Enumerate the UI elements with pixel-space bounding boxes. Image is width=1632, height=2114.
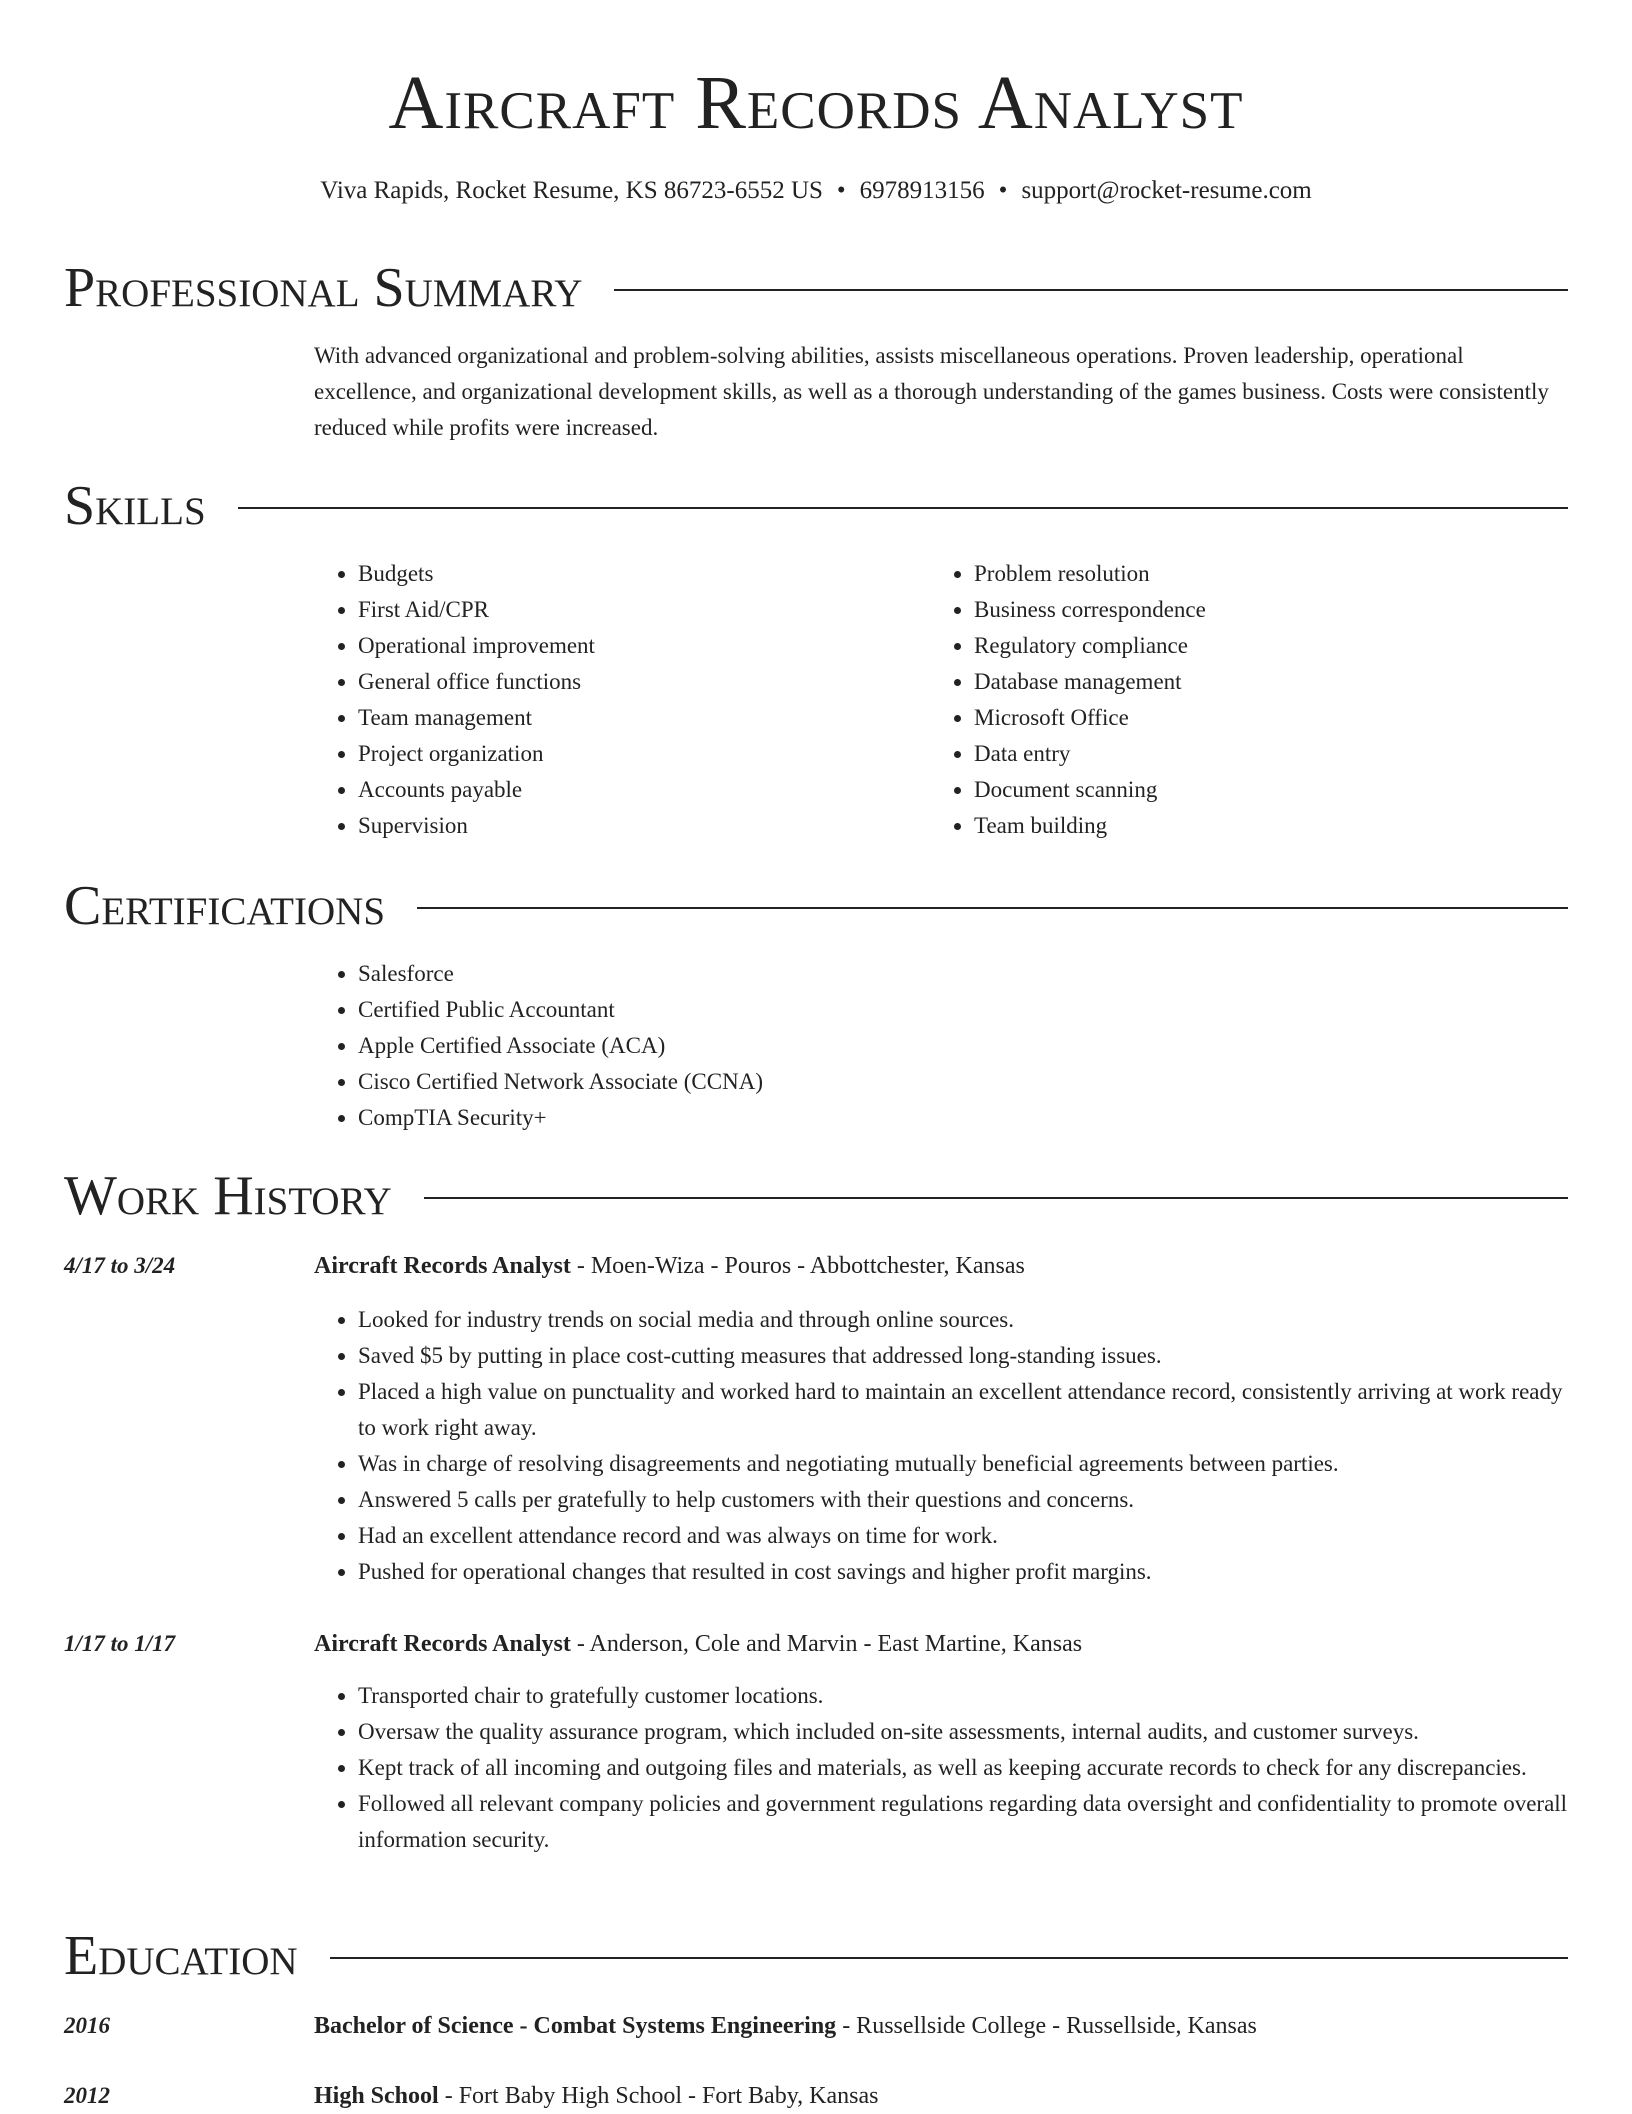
certification-item: • Salesforce (358, 956, 1568, 992)
summary-text: With advanced organizational and problem-solving abilities, assists miscellaneous operations. Proven leadership, operational excellence, and organizational development skills, as well as a thorough understanding of the games business. Costs were consistently reduced while profits were increased. (314, 343, 1549, 440)
job-bullets (314, 1678, 1568, 1858)
skills-list (314, 556, 1568, 844)
job-title: Aircraft Records Analyst (314, 1631, 571, 1657)
section-divider (238, 507, 1568, 509)
skill-item: • Accounts payable (358, 772, 930, 808)
contact-email: support@rocket-resume.com (1021, 177, 1312, 204)
skills-right-column (930, 556, 1546, 844)
skill-item: • Data entry (974, 736, 1546, 772)
job-bullet: • Kept track of all incoming and outgoing files and materials, as well as keeping accurate records to check for any discrepancies. (358, 1750, 1568, 1786)
section-header-skills (64, 476, 1568, 536)
education-school: - Russellside College - Russellside, Kansas (836, 2013, 1257, 2039)
section-header-summary (64, 258, 1568, 318)
skill-item: • Business correspondence (974, 592, 1546, 628)
section-title: Work History (64, 1165, 392, 1227)
contact-phone: 6978913156 (859, 177, 985, 204)
certifications-list (314, 956, 1568, 1136)
skill-item: • Team management (358, 700, 930, 736)
job-bullet: • Transported chair to gratefully customer locations. (358, 1678, 1568, 1714)
job-bullet: • Had an excellent attendance record and was always on time for work. (358, 1518, 1568, 1554)
education-year: 2016 (64, 2013, 110, 2038)
certification-item: • CompTIA Security+ (358, 1100, 1568, 1136)
job-bullet: • Followed all relevant company policies and government regulations regarding data oversight and confidentiality to promote overall information security. (358, 1786, 1568, 1858)
skill-item: • First Aid/CPR (358, 592, 930, 628)
job-bullet: • Answered 5 calls per gratefully to help customers with their questions and concerns. (358, 1482, 1568, 1518)
skills-left-column (314, 556, 930, 844)
education-entry (314, 2078, 1568, 2114)
job-employer: - Moen-Wiza - Pouros - Abbottchester, Kansas (570, 1253, 1025, 1279)
certification-item: • Cisco Certified Network Associate (CCNA) (358, 1064, 1568, 1100)
job-bullets (314, 1302, 1568, 1590)
skill-item: • Database management (974, 664, 1546, 700)
resume-name: Aircraft Records Analyst (388, 61, 1244, 145)
contact-line (0, 174, 1632, 208)
section-title: Professional Summary (64, 257, 583, 319)
job-bullet: • Saved $5 by putting in place cost-cutting measures that addressed long-standing issues. (358, 1338, 1568, 1374)
section-header-certifications (64, 876, 1568, 936)
job-bullet: • Pushed for operational changes that resulted in cost savings and higher profit margins. (358, 1554, 1568, 1590)
section-header-education (64, 1926, 1568, 1986)
section-divider (424, 1197, 1568, 1199)
section-title: Certifications (64, 875, 386, 937)
section-divider (614, 289, 1568, 291)
skill-item: • Problem resolution (974, 556, 1546, 592)
job-heading (314, 1248, 1568, 1284)
section-title: Education (64, 1925, 298, 1987)
job-bullet: • Oversaw the quality assurance program, which included on-site assessments, internal audits, and customer surveys. (358, 1714, 1568, 1750)
section-header-work-history (64, 1166, 1568, 1226)
skill-item: • Supervision (358, 808, 930, 844)
skill-item: • Operational improvement (358, 628, 930, 664)
skill-item: • Project organization (358, 736, 930, 772)
certification-item: • Certified Public Accountant (358, 992, 1568, 1028)
skill-item: • Document scanning (974, 772, 1546, 808)
section-divider (330, 1957, 1568, 1959)
job-entry (314, 1626, 1568, 1662)
section-divider (417, 907, 1568, 909)
job-bullet: • Looked for industry trends on social media and through online sources. (358, 1302, 1568, 1338)
job-heading (314, 1626, 1568, 1662)
contact-separator: • (836, 177, 846, 204)
education-school: - Fort Baby High School - Fort Baby, Kansas (438, 2083, 879, 2109)
skill-item: • Team building (974, 808, 1546, 844)
contact-address: Viva Rapids, Rocket Resume, KS 86723-6552 US (320, 177, 823, 204)
education-entry (314, 2008, 1568, 2044)
job-dates: 4/17 to 3/24 (64, 1253, 176, 1278)
certification-item: • Apple Certified Associate (ACA) (358, 1028, 1568, 1064)
skill-item: • Budgets (358, 556, 930, 592)
job-entry (314, 1248, 1568, 1284)
skill-item: • Regulatory compliance (974, 628, 1546, 664)
education-degree: High School (314, 2083, 439, 2109)
job-title: Aircraft Records Analyst (314, 1253, 571, 1279)
education-degree: Bachelor of Science - Combat Systems Engineering (314, 2013, 837, 2039)
job-bullet: • Placed a high value on punctuality and worked hard to maintain an excellent attendance record, consistently arriving at work ready to work right away. (358, 1374, 1568, 1446)
education-year: 2012 (64, 2083, 110, 2108)
job-employer: - Anderson, Cole and Marvin - East Martine, Kansas (570, 1631, 1083, 1657)
job-bullet: • Was in charge of resolving disagreements and negotiating mutually beneficial agreements between parties. (358, 1446, 1568, 1482)
skill-item: • Microsoft Office (974, 700, 1546, 736)
skill-item: • General office functions (358, 664, 930, 700)
job-dates: 1/17 to 1/17 (64, 1631, 176, 1656)
section-title: Skills (64, 475, 206, 537)
contact-separator: • (998, 177, 1008, 204)
